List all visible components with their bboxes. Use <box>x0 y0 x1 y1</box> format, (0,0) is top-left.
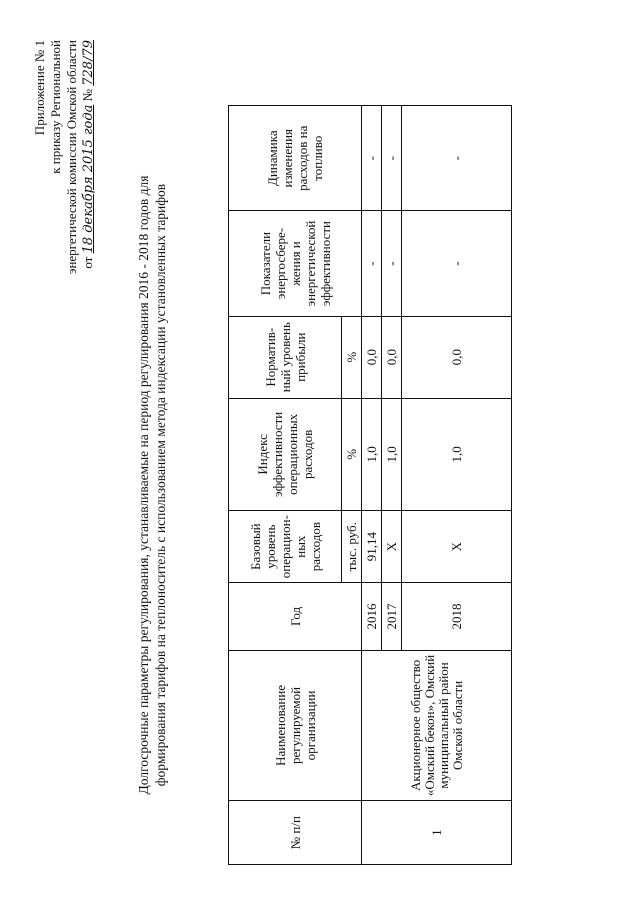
heading-line-2: формирования тарифов на теплоноситель с использованием метода индексации установленных тарифов <box>153 183 168 787</box>
table-header-row <box>229 106 342 865</box>
row-index: 1,0 <box>402 398 512 510</box>
row-energy: - <box>382 211 402 316</box>
header-profit: Норматив-ный уровень прибыли <box>229 316 342 398</box>
row-profit: 0,0 <box>362 316 382 398</box>
row-year: 2016 <box>362 583 382 650</box>
row-base: Х <box>382 511 402 583</box>
row-profit: 0,0 <box>382 316 402 398</box>
parameters-table <box>228 105 512 865</box>
handwritten-number: 728/79 <box>81 40 96 86</box>
row-index: 1,0 <box>382 398 402 510</box>
unit-index: % <box>342 398 362 510</box>
row-num: 1 <box>362 801 512 865</box>
row-fuel: - <box>382 106 402 211</box>
row-profit: 0,0 <box>402 316 512 398</box>
header-index: Индекс эффективности операционных расходов <box>229 398 342 510</box>
header-org: Наименование регулируемой организации <box>229 650 362 801</box>
annex-commission: энергетической комиссии Омской области <box>64 40 79 275</box>
header-year: Год <box>229 583 362 650</box>
annex-title: Приложение № 1 <box>32 40 47 136</box>
row-year: 2018 <box>402 583 512 650</box>
row-energy: - <box>402 211 512 316</box>
row-year: 2017 <box>382 583 402 650</box>
row-index: 1,0 <box>362 398 382 510</box>
header-base: Базовый уровень операцион-ных расходов <box>229 511 342 583</box>
row-base: 91,14 <box>362 511 382 583</box>
number-prefix: № <box>80 89 95 102</box>
row-base: Х <box>402 511 512 583</box>
annex-date-line <box>80 40 97 274</box>
header-energy: Показатели энергосбере-жения и энергетической эффективности <box>229 211 362 316</box>
document-heading <box>135 105 169 865</box>
annex-block <box>32 40 97 274</box>
row-fuel: - <box>402 106 512 211</box>
heading-line-1: Долгосрочные параметры регулирования, устанавливаемые на период регулирования 2016 - 2018 годов для <box>136 175 151 795</box>
unit-base: тыс. руб. <box>342 511 362 583</box>
row-fuel: - <box>362 106 382 211</box>
handwritten-date: 18 декабря 2015 года <box>81 104 96 254</box>
header-num: № п/п <box>229 801 362 865</box>
header-fuel: Динамика изменения расходов на топливо <box>229 106 362 211</box>
row-org: Акционерное общество «Омский бекон», Омский муниципальный район Омской области <box>362 650 512 801</box>
unit-profit: % <box>342 316 362 398</box>
table-row <box>362 106 382 865</box>
row-energy: - <box>362 211 382 316</box>
date-prefix: от <box>80 256 95 269</box>
annex-order-ref: к приказу Региональной <box>48 40 63 174</box>
